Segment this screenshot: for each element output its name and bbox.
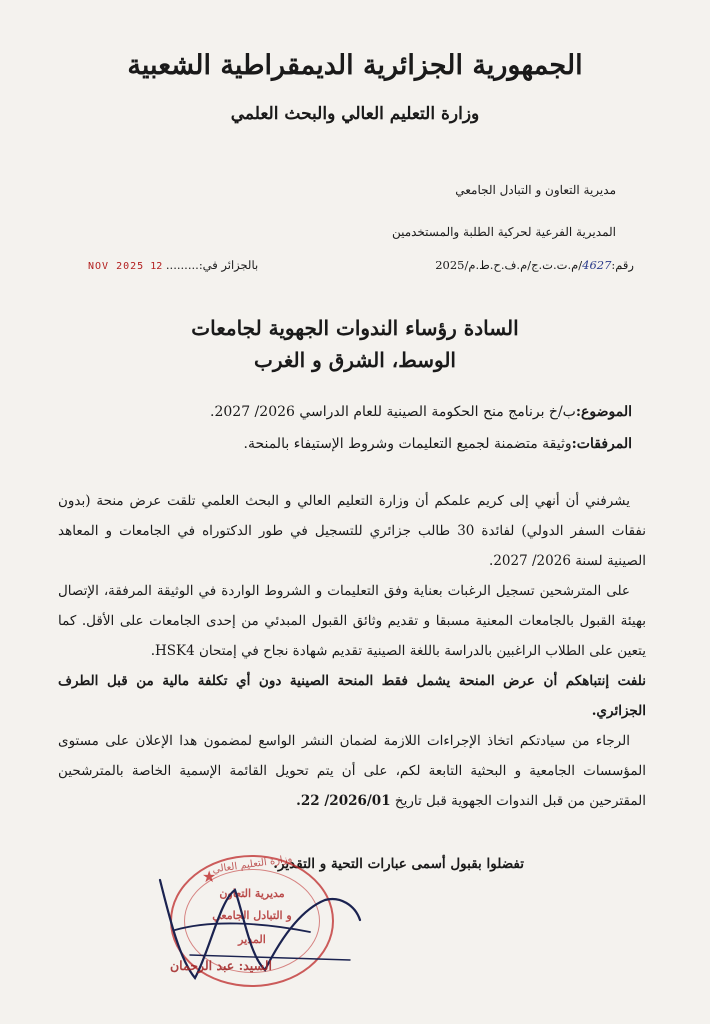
attachments-text: وثيقة متضمنة لجميع التعليمات وشروط الإستيفاء بالمنحة. (243, 436, 572, 452)
stamp-line-2: و التبادل الجامعي (212, 909, 292, 922)
star-icon: ★ (202, 867, 217, 886)
recipients-line-2: الوسط، الشرق و الغرب (254, 348, 456, 372)
body-paragraph-2: على المترشحين تسجيل الرغبات بعناية وفق التعليمات و الشروط الواردة في الوثيقة المرفقة، الإتصال بهيئة القبول بالجامعات المعنية مسبقا و تقديم وثائق القبول المبدئي من إحدى الجامعات على الأقل. كما يتعين على الطلاب الراغبين بالدراسة باللغة الصينية تقديم شهادة نجاح في إمتحان HSK4. (58, 583, 646, 659)
subject-label: الموضوع: (575, 404, 632, 420)
body-paragraph-3: نلفت إنتباهكم أن عرض المنحة يشمل فقط المنحة الصينية دون أي تكلفة مالية من قبل الطرف الجزائري. (58, 673, 646, 719)
recipients-line-1: السادة رؤساء الندوات الجهوية لجامعات (191, 316, 519, 340)
subdirectorate-label: المديرية الفرعية لحركية الطلبة والمستخدمين (391, 225, 616, 239)
date-stamp: 12 NOV 2025 (88, 261, 163, 272)
place-dots: ......... (165, 258, 199, 272)
reference-number (435, 258, 634, 272)
body-paragraph-1: يشرفني أن أنهي إلى كريم علمكم أن وزارة التعليم العالي و البحث العلمي تلقت عرض منحة (بدون نفقات السفر الدولي) لفائدة 30 طالب جزائري للتسجيل في طور الدكتوراه في الجامعات و المعاهد الصينية لسنة 2026/ 2027. (58, 493, 646, 569)
recipients-block (0, 312, 710, 376)
subject-line (210, 404, 632, 420)
signatory-name: السيد: عبد الرحمان (170, 958, 272, 973)
place-label: بالجزائر في: (198, 258, 259, 272)
closing-salutation: تفضلوا بقبول أسمى عبارات التحية و التقدير. (273, 856, 524, 872)
stamp-arc-text: وزارة التعليم العالي (211, 853, 293, 876)
deadline-date: 2026/01/ 22. (296, 793, 391, 809)
reference-handwritten-number: 4627 (582, 258, 612, 272)
reference-code: /م.ت.ت.ج/م.ف.ح.ط.م/2025 (435, 258, 583, 272)
directorate-label: مديرية التعاون و التبادل الجامعي (455, 183, 616, 197)
ministry-header: وزارة التعليم العالي والبحث العلمي (230, 104, 480, 124)
letter-body (58, 480, 646, 816)
reference-label: رقم: (611, 258, 634, 272)
attachments-label: المرفقات: (571, 436, 632, 452)
stamp-line-3: المدير (238, 933, 266, 946)
republic-header: الجمهورية الجزائرية الديمقراطية الشعبية (127, 50, 583, 81)
attachments-line (244, 436, 633, 452)
place-date (88, 258, 258, 272)
body-paragraph-4 (58, 726, 646, 816)
stamp-line-1: مديرية التعاون (219, 887, 285, 900)
body-paragraph-4-text: الرجاء من سيادتكم اتخاذ الإجراءات اللازمة لضمان النشر الواسع لمضمون هدا الإعلان على مستوى المؤسسات الجامعية و البحثية التابعة لكم، على أن يتم تحويل القائمة الإسمية الخاصة بالمترشحين المقترحين من قبل الندوات الجهوية قبل تاريخ (58, 733, 646, 809)
subject-text: ب/خ برنامج منح الحكومة الصينية للعام الدراسي 2026/ 2027. (210, 404, 576, 420)
